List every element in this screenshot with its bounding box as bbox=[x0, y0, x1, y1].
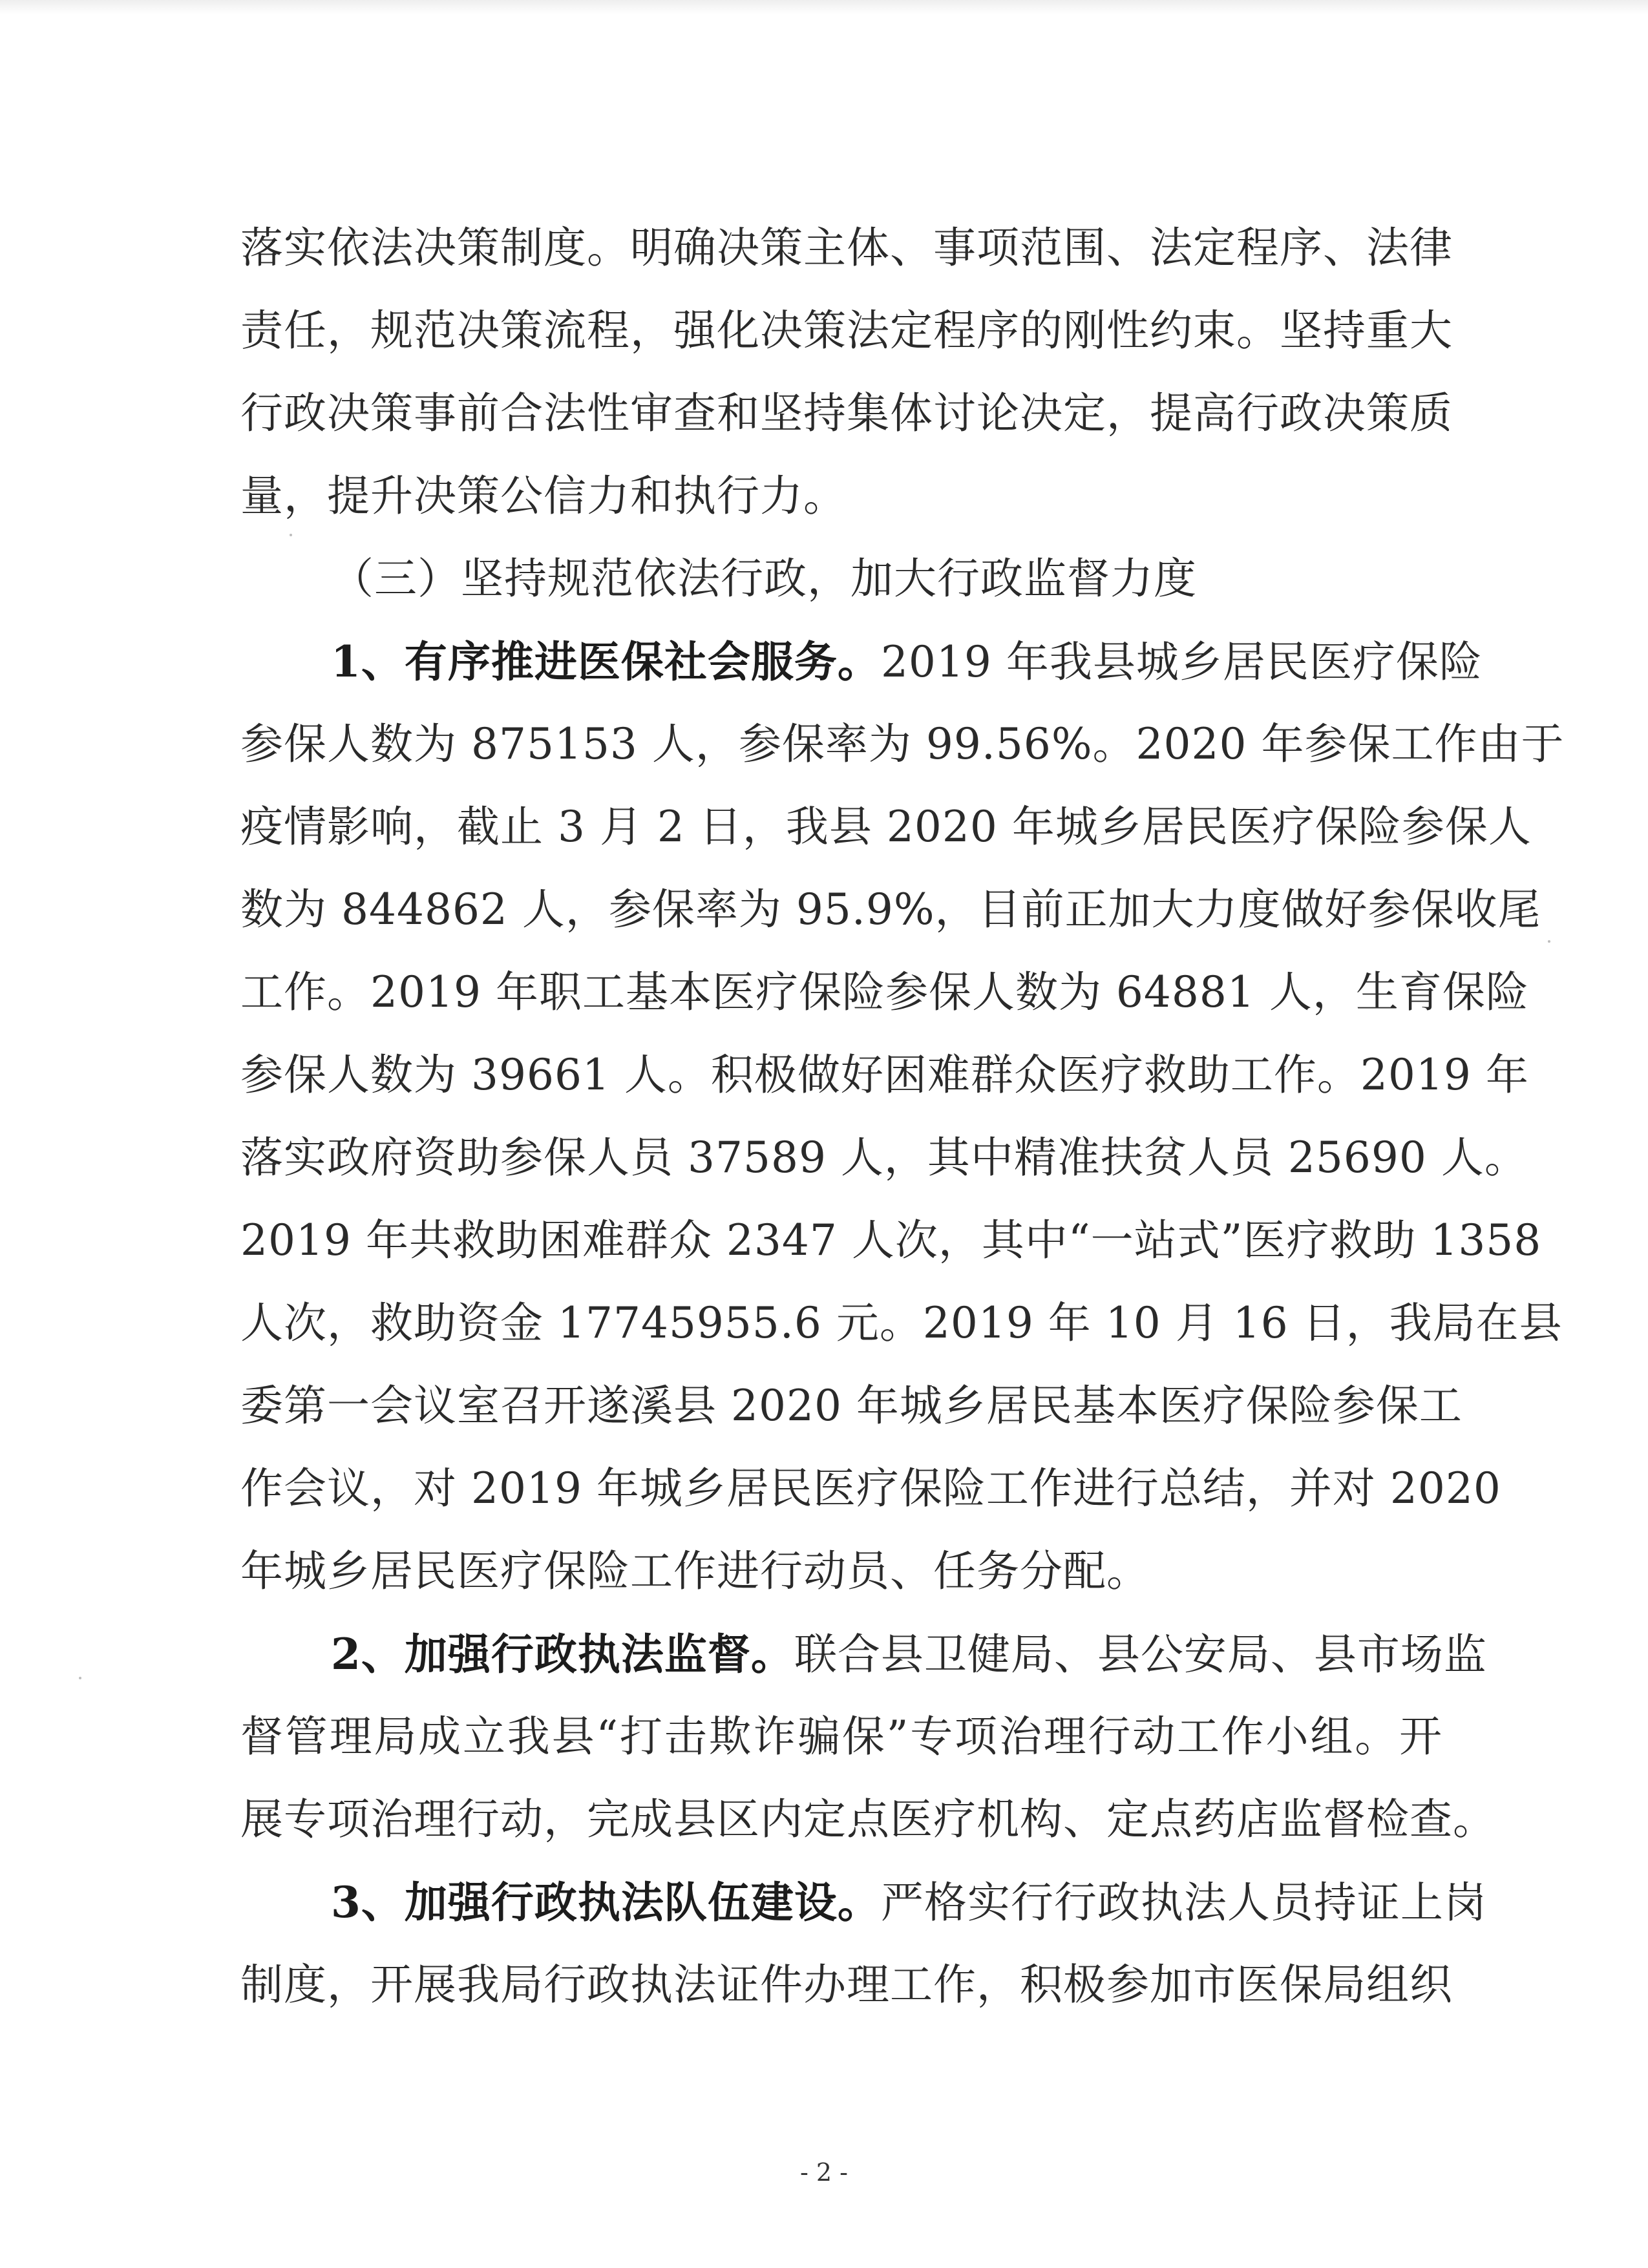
body-line: 制度，开展我局行政执法证件办理工作，积极参加市医保局组织 bbox=[240, 1960, 1453, 2010]
item-title: 3、加强行政执法队伍建设。 bbox=[331, 1877, 881, 1927]
section-heading: （三）坚持规范依法行政，加大行政监督力度 bbox=[331, 554, 1197, 604]
body-line: 量，提升决策公信力和执行力。 bbox=[240, 471, 847, 521]
body-line: 数为 844862 人，参保率为 95.9%，目前正加大力度做好参保收尾 bbox=[240, 885, 1541, 934]
body-line: 委第一会议室召开遂溪县 2020 年城乡居民基本医疗保险参保工 bbox=[240, 1381, 1463, 1431]
scan-top-edge bbox=[0, 0, 1648, 14]
body-line: 作会议，对 2019 年城乡居民医疗保险工作进行总结，并对 2020 bbox=[240, 1464, 1501, 1513]
body-line: 行政决策事前合法性审查和坚持集体讨论决定，提高行政决策质 bbox=[240, 388, 1453, 438]
item-first-line bbox=[331, 620, 1483, 703]
page-number: - 2 - bbox=[799, 2158, 848, 2187]
item-title: 1、有序推进医保社会服务。 bbox=[331, 636, 881, 687]
item-text: 2019 年我县城乡居民医疗保险 bbox=[880, 637, 1483, 687]
item-first-line bbox=[331, 1613, 1487, 1696]
item-title: 2、加强行政执法监督。 bbox=[331, 1629, 794, 1679]
body-line: 年城乡居民医疗保险工作进行动员、任务分配。 bbox=[240, 1546, 1150, 1596]
body-line: 责任，规范决策流程，强化决策法定程序的刚性约束。坚持重大 bbox=[240, 306, 1453, 355]
item-text: 联合县卫健局、县公安局、县市场监 bbox=[794, 1630, 1487, 1679]
item-first-line bbox=[331, 1861, 1487, 1944]
body-line: 展专项治理行动，完成县区内定点医疗机构、定点药店监督检查。 bbox=[240, 1794, 1496, 1844]
body-line: 2019 年共救助困难群众 2347 人次，其中“一站式”医疗救助 1358 bbox=[240, 1215, 1542, 1265]
body-line: 疫情影响，截止 3 月 2 日，我县 2020 年城乡居民医疗保险参保人 bbox=[240, 802, 1532, 852]
body-line: 落实政府资助参保人员 37589 人，其中精准扶贫人员 25690 人。 bbox=[240, 1133, 1528, 1182]
body-line: 人次，救助资金 17745955.6 元。2019 年 10 月 16 日，我局在县 bbox=[240, 1298, 1563, 1348]
body-line: 参保人数为 39661 人。积极做好困难群众医疗救助工作。2019 年 bbox=[240, 1050, 1529, 1100]
body-line: 督管理局成立我县“打击欺诈骗保”专项治理行动工作小组。开 bbox=[240, 1712, 1442, 1761]
scan-speck bbox=[290, 534, 292, 536]
scan-speck bbox=[79, 1677, 81, 1679]
body-line: 落实依法决策制度。明确决策主体、事项范围、法定程序、法律 bbox=[240, 223, 1453, 273]
item-text: 严格实行行政执法人员持证上岗 bbox=[880, 1878, 1487, 1927]
body-line: 参保人数为 875153 人，参保率为 99.56%。2020 年参保工作由于 bbox=[240, 719, 1565, 769]
body-line: 工作。2019 年职工基本医疗保险参保人数为 64881 人，生育保险 bbox=[240, 967, 1529, 1017]
scan-speck bbox=[1548, 940, 1550, 943]
